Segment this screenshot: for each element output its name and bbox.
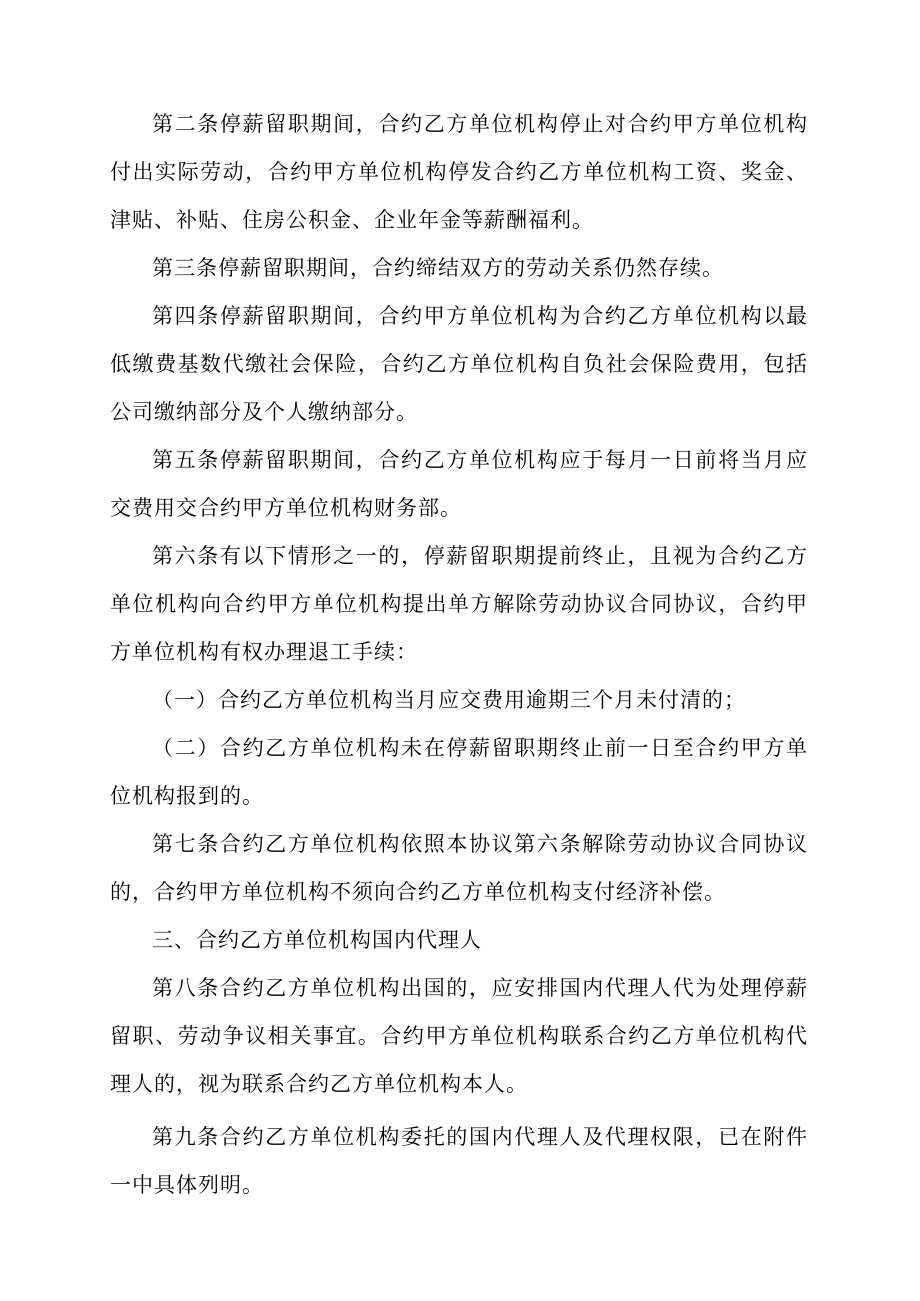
paragraph-article-2: 第二条停薪留职期间，合约乙方单位机构停止对合约甲方单位机构付出实际劳动，合约甲方单位机构停发合约乙方单位机构工资、奖金、津贴、补贴、住房公积金、企业年金等薪酬福利。 — [110, 112, 808, 232]
paragraph-article-9: 第九条合约乙方单位机构委托的国内代理人及代理权限，已在附件一中具体列明。 — [110, 1125, 808, 1197]
section-heading-3: 三、合约乙方单位机构国内代理人 — [152, 928, 482, 952]
paragraph-article-7: 第七条合约乙方单位机构依照本协议第六条解除劳动协议合同协议的，合约甲方单位机构不须向合约乙方单位机构支付经济补偿。 — [110, 832, 808, 904]
list-item-2: （二）合约乙方单位机构未在停薪留职期终止前一日至合约甲方单位机构报到的。 — [110, 736, 808, 808]
paragraph-article-5: 第五条停薪留职期间，合约乙方单位机构应于每月一日前将当月应交费用交合约甲方单位机构财务部。 — [110, 448, 808, 520]
paragraph-article-6: 第六条有以下情形之一的，停薪留职期提前终止，且视为合约乙方单位机构向合约甲方单位机构提出单方解除劳动协议合同协议，合约甲方单位机构有权办理退工手续： — [110, 544, 808, 664]
paragraph-article-4: 第四条停薪留职期间，合约甲方单位机构为合约乙方单位机构以最低缴费基数代缴社会保险，合约乙方单位机构自负社会保险费用，包括公司缴纳部分及个人缴纳部分。 — [110, 304, 808, 424]
paragraph-article-3: 第三条停薪留职期间，合约缔结双方的劳动关系仍然存续。 — [152, 256, 724, 280]
paragraph-article-8: 第八条合约乙方单位机构出国的，应安排国内代理人代为处理停薪留职、劳动争议相关事宜。合约甲方单位机构联系合约乙方单位机构代理人的，视为联系合约乙方单位机构本人。 — [110, 976, 808, 1096]
list-item-1: （一）合约乙方单位机构当月应交费用逾期三个月未付清的； — [152, 688, 746, 712]
